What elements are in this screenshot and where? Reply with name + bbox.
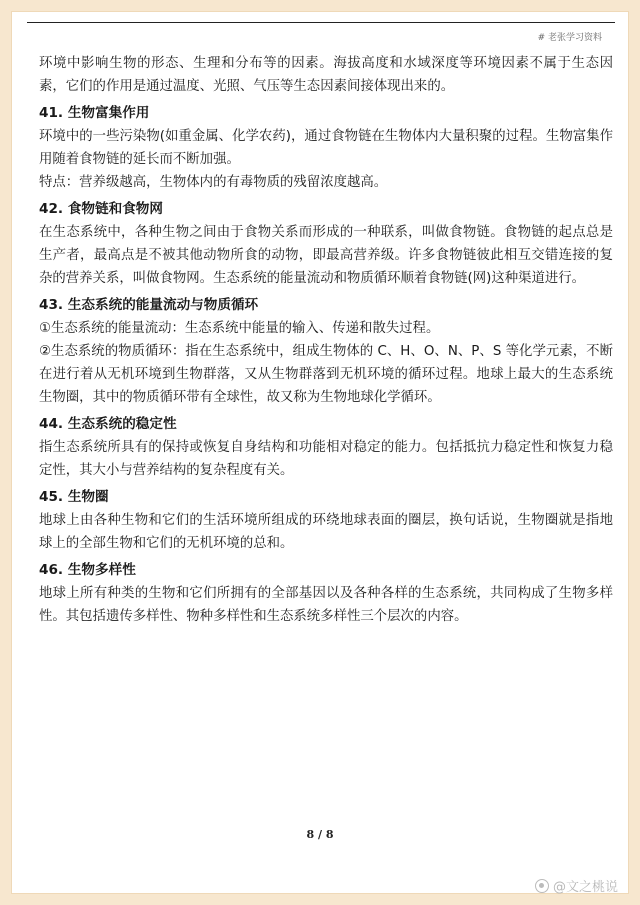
section-45-paragraph-1: 地球上由各种生物和它们的生活环境所组成的环绕地球表面的圈层，换句话说，生物圈就是指地球上的全部生物和它们的无机环境的总和。 (39, 513, 613, 551)
section-43-paragraph-2: ②生态系统的物质循环：指在生态系统中，组成生物体的 C、H、O、N、P、S 等化学元素，不断在进行着从无机环境到生物群落，又从生物群落到无机环境的循环过程。地球上最大的生态系统生物圈，其中的物质循环带有全球性，故又称为生物地球化学循环。 (39, 344, 613, 405)
section-46-paragraph-1: 地球上所有种类的生物和它们所拥有的全部基因以及各种各样的生态系统，共同构成了生物多样性。其包括遗传多样性、物种多样性和生态系统多样性三个层次的内容。 (39, 586, 613, 624)
section-heading-42: 42. 食物链和食物网 (39, 201, 163, 217)
intro-paragraph: 环境中影响生物的形态、生理和分布等的因素。海拔高度和水域深度等环境因素不属于生态因素，它们的作用是通过温度、光照、气压等生态因素间接体现出来的。 (39, 56, 613, 94)
section-heading-41: 41. 生物富集作用 (39, 105, 150, 121)
watermark-logo-icon (535, 879, 549, 893)
section-43-paragraph-1: ①生态系统的能量流动：生态系统中能量的输入、传递和散失过程。 (39, 321, 440, 336)
section-42-paragraph-1: 在生态系统中，各种生物之间由于食物关系而形成的一种联系，叫做食物链。食物链的起点总是生产者，最高点是不被其他动物所食的动物，即最高营养级。许多食物链彼此相互交错连接的复杂的营养关系，叫做食物网。生态系统的能量流动和物质循环顺着食物链(网)这种渠道进行。 (39, 225, 613, 286)
header-tag: # 老张学习资料 (537, 33, 602, 43)
document-body (39, 52, 613, 628)
header-rule (27, 22, 615, 23)
section-heading-45: 45. 生物圈 (39, 489, 109, 505)
watermark-text: @文之桃说 (552, 880, 618, 895)
section-heading-43: 43. 生态系统的能量流动与物质循环 (39, 297, 259, 313)
page-number: 8 / 8 (306, 828, 334, 841)
section-41-paragraph-2: 特点：营养级越高，生物体内的有毒物质的残留浓度越高。 (39, 175, 388, 190)
section-heading-46: 46. 生物多样性 (39, 562, 136, 578)
section-44-paragraph-1: 指生态系统所具有的保持或恢复自身结构和功能相对稳定的能力。包括抵抗力稳定性和恢复力稳定性，其大小与营养结构的复杂程度有关。 (39, 440, 613, 478)
section-41-paragraph-1: 环境中的一些污染物(如重金属、化学农药)，通过食物链在生物体内大量积聚的过程。生物富集作用随着食物链的延长而不断加强。 (39, 129, 613, 167)
section-heading-44: 44. 生态系统的稳定性 (39, 416, 177, 432)
watermark (535, 876, 618, 895)
